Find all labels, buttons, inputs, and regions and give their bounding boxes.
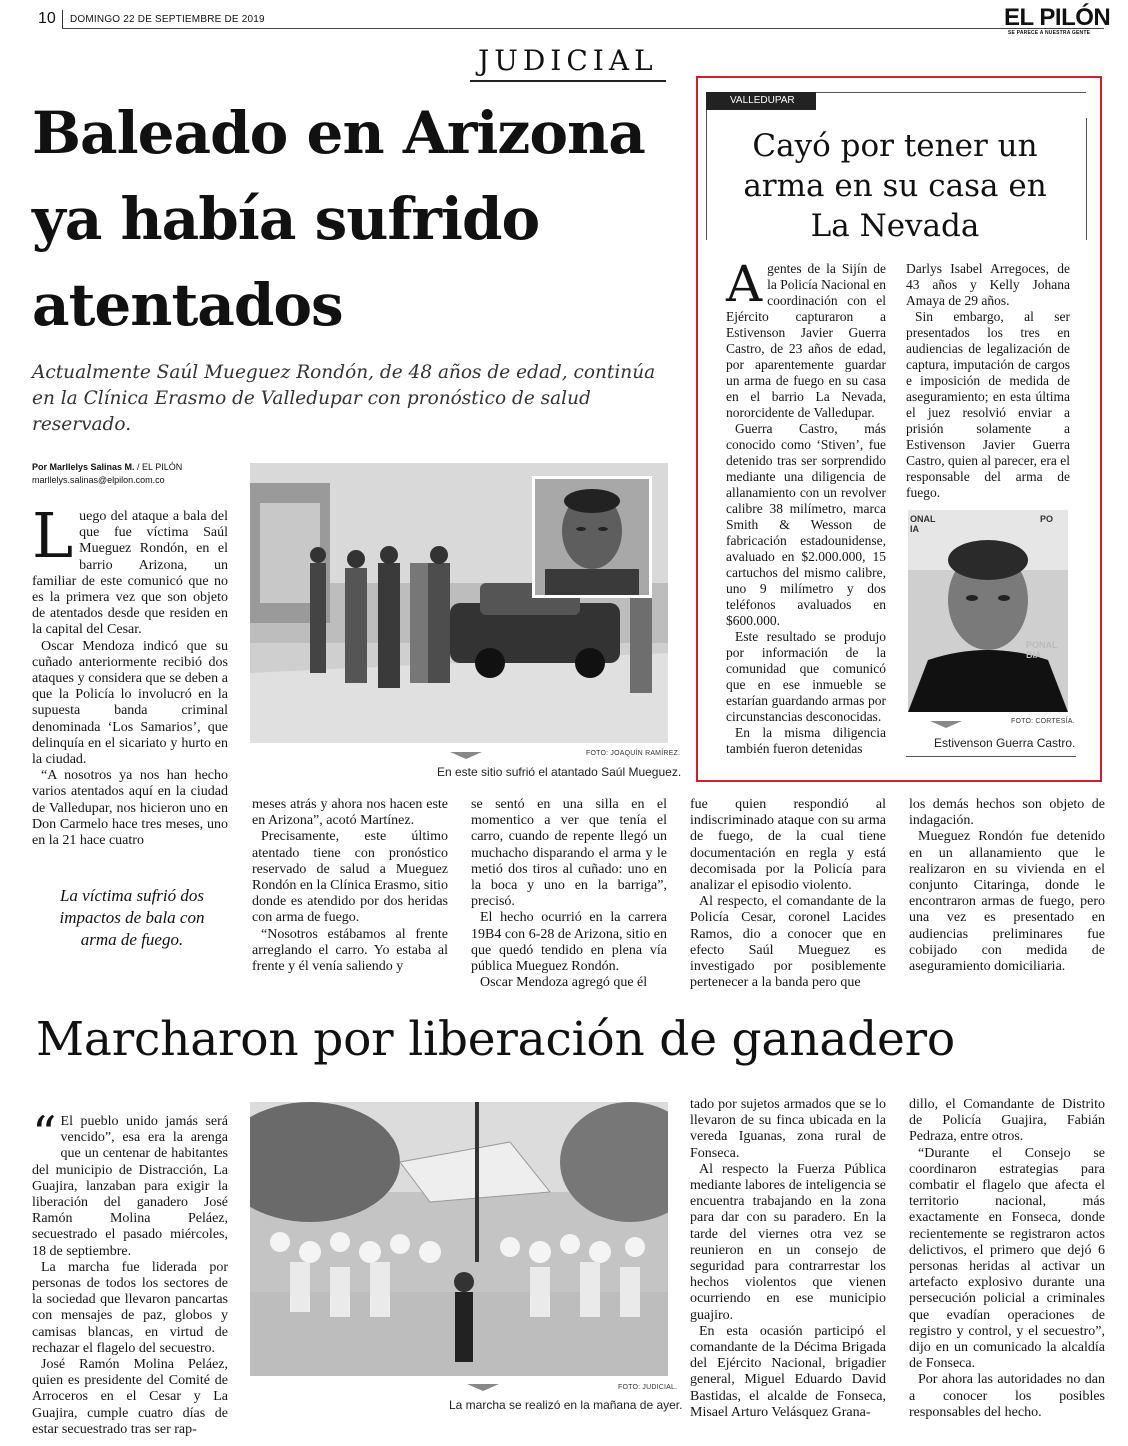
second-photo-credit: FOTO: JUDICIAL. [618, 1384, 678, 1391]
second-column-1 [32, 1106, 228, 1438]
paragraph: Oscar Mendoza indicó que su cuñado anteriormente recibió dos ataques y considera que se deben a que la Policía lo involucró en la supuesta banda criminal denominada ‘Los Samarios’, que delinquía en el sicariato y hurto en la ciudad. [32, 638, 228, 768]
paragraph: Darlys Isabel Arregoces, de 43 años y Kelly Johana Amaya de 29 años. [906, 261, 1070, 308]
sidebar-head-rule-left [706, 110, 707, 240]
photo-caption-marker [467, 1384, 499, 1391]
second-photo-caption: La marcha se realizó en la mañana de ayer. [449, 1398, 683, 1412]
photo-backdrop-text-bottom: PONAL BIA [1026, 640, 1058, 660]
byline-email[interactable]: marllelys.salinas@elpilon.com.co [32, 475, 165, 485]
paragraph: Por ahora las autoridades no dan a conocer los posibles responsables del hecho. [909, 1372, 1105, 1420]
page-number: 10 [38, 10, 56, 27]
main-headline: Baleado en Arizona ya había sufrido atentados [32, 99, 645, 339]
march-photo [250, 1102, 668, 1376]
paragraph: En esta ocasión participó el comandante de la Décima Brigada del Ejército Nacional, brigadier general, Miguel Eduardo David Bastidas, el alcalde de Fonseca, Misael Arturo Velásquez Grana- [690, 1323, 886, 1420]
sidebar-photo-credit: FOTO: CORTESÍA. [1011, 718, 1075, 725]
section-rule [470, 80, 666, 82]
quote-mark: “ [32, 1106, 57, 1162]
photo-backdrop-text-left: ONAL IA [910, 514, 936, 534]
byline-author: Por Marllelys Salinas M. [32, 462, 135, 472]
main-column-4 [690, 797, 886, 991]
header-divider [62, 10, 63, 28]
sidebar-tag-rule [816, 92, 1086, 93]
paragraph: “Nosotros estábamos al frente arreglando el carro. Yo estaba al frente y él venía saliendo y [252, 926, 448, 975]
main-dropcap: L [32, 499, 74, 572]
paragraph: meses atrás y ahora nos hacen este en Arizona”, acotó Martínez. [252, 797, 448, 829]
paragraph: se sentó en una silla en el momentico a ver que tenía el carro, cuando de repente llegó un muchacho disparando el arma y le metió dos tiros al cuñado: uno en la boca y uno en la barriga”, precisó. [471, 797, 667, 910]
paragraph: dillo, el Comandante de Distrito de Policía Guajira, Fabián Pedraza, entre otros. [909, 1097, 1105, 1145]
paragraph: “A nosotros ya nos han hecho varios atentados aquí en la ciudad de Valledupar, nos hicieron uno en Don Carmelo hace tres meses, uno en la 21 hace cuatro [32, 768, 228, 849]
paragraph: Al respecto, el comandante de la Policía Cesar, coronel Lacides Ramos, dio a conocer que en efecto Saúl Mueguez es investigado por posiblemente pertenecer a la banda pero que [690, 894, 886, 991]
sidebar-headline: Cayó por tener un arma en su casa en La Nevada [743, 128, 1047, 244]
photo-caption: En este sitio sufrió el atantado Saúl Mueguez. [437, 765, 682, 779]
arrested-man-photo [908, 510, 1068, 712]
byline [32, 462, 182, 472]
sidebar-column-1 [726, 255, 886, 757]
victim-portrait-inset [532, 476, 652, 598]
sidebar-column-2 [906, 261, 1070, 501]
sidebar-photo-caption: Estivenson Guerra Castro. [934, 736, 1076, 750]
paragraph: tado por sujetos armados que se lo llevaron de su finca ubicada en la vereda Iguanas, zona rural de Fonseca. [690, 1097, 886, 1161]
paragraph: Este resultado se produjo por información de la comunidad que comunicó que en ese inmueble se estarían guardando armas por circunstancias desconocidas. [726, 629, 886, 724]
paragraph: En la misma diligencia también fueron detenidas [726, 725, 886, 756]
sidebar-tag: VALLEDUPAR [706, 92, 816, 110]
paragraph: José Ramón Molina Peláez, quien es presidente del Comité de Arroceros en el Cesar y La Guajira, cumple cuatro días de estar secuestrado tras ser rap- [32, 1357, 228, 1437]
main-column-5 [909, 797, 1105, 975]
byline-outlet: / EL PILÓN [134, 462, 183, 472]
header-date: DOMINGO 22 DE SEPTIEMBRE DE 2019 [70, 14, 265, 25]
paragraph: uego del ataque a bala del que fue víctima Saúl Mueguez Rondón, en el barrio Arizona, un familiar de este comunicó que no es la primera vez que son objeto de atentados desde que residen en la capital del Cesar. [32, 509, 228, 638]
sidebar-head-rule-right [1086, 118, 1087, 240]
paragraph: Guerra Castro, más conocido como ‘Stiven’, fue detenido tras ser sorprendido mediante una diligencia de allanamiento con un revolver calibre 38 milímetro, marca Smith & Wesson de fabricación estadounidense, avaluado en $2.000.000, 15 cartuchos del mismo calibre, uno 9 milímetro y dos teléfonos avaluados en $600.000. [726, 421, 886, 628]
paragraph: los demás hechos son objeto de indagación. [909, 797, 1105, 829]
main-column-2 [252, 797, 448, 975]
sidebar-dropcap: A [726, 255, 763, 313]
masthead-slogan: SE PARECE A NUESTRA GENTE [1008, 30, 1091, 36]
main-column-1 [32, 499, 228, 849]
paragraph: La marcha fue liderada por personas de todos los sectores de la sociedad que llevaron pancartas con mensajes de paz, globos y camisas blancas, en virtud de rechazar el flagelo del secuestro. [32, 1259, 228, 1356]
masthead-logo: EL PILÓN [1004, 4, 1111, 31]
main-column-3 [471, 797, 667, 991]
second-column-3 [909, 1097, 1105, 1421]
paragraph: El pueblo unido jamás será vencido”, esa era la arenga que un centenar de habitantes del municipio de Distracción, La Guajira, lanzaban para exigir la liberación del ganadero José Ramón Molina Peláez, secuestrado el pasado miércoles, 18 de septiembre. [32, 1114, 228, 1259]
photo-backdrop-text-right: PO [1040, 514, 1054, 524]
paragraph: fue quien respondió al indiscriminado ataque con su arma de fuego, de la cual tiene documentación en regla y está decomisada por la Policía para analizar el episodio violento. [690, 797, 886, 894]
section-title: JUDICIAL [478, 44, 658, 77]
paragraph: Mueguez Rondón fue detenido en un allanamiento que le realizaron en su vivienda en el conjunto Citaringa, donde le encontraron armas de fuego, pero una vez es presentado en audiencias preliminares fue cobijado con medida de aseguramiento domiciliaria. [909, 829, 1105, 975]
header-rule [62, 28, 1104, 29]
sidebar-caption-rule [906, 756, 1076, 757]
paragraph: Precisamente, este último atentado tiene con pronóstico reservado de salud a Mueguez Rondón en la Clínica Erasmo, sitio donde es atendido por dos heridas con arma de fuego. [252, 829, 448, 926]
photo-caption-marker [930, 721, 962, 728]
second-column-2 [690, 1097, 886, 1421]
pull-quote: La víctima sufrió dos impactos de bala con arma de fuego. [59, 886, 205, 949]
paragraph: “Durante el Consejo se coordinaron estrategias para combatir el flagelo que afecta el territorio nacional, más exactamente en Fonseca, donde recientemente se registraron actos delictivos, el primero que dejó 6 personas heridas al activar un artefacto explosivo durante una persecución policial a criminales que evadían operaciones de registro y control, y el secuestro”, dijo en un comunicado la alcaldía de Fonseca. [909, 1145, 1105, 1372]
photo-credit: FOTO: JOAQUÍN RAMÍREZ. [586, 750, 681, 757]
paragraph: Al respecto la Fuerza Pública mediante labores de inteligencia se encuentra trabajando en la zona para dar con su paradero. En la tarde del viernes otra vez se reunieron en un consejo de seguridad para contrarrestar los hechos violentos que vienen ocurriendo en ese municipio guajiro. [690, 1161, 886, 1323]
main-subhead: Actualmente Saúl Mueguez Rondón, de 48 años de edad, continúa en la Clínica Erasmo de Valledupar con pronóstico de salud reservado. [32, 362, 656, 435]
paragraph: gentes de la Sijín de la Policía Nacional en coordinación con el Ejército capturaron a Estivenson Javier Guerra Castro, de 23 años de edad, por aparentemente guardar un arma de fuego en su casa en el barrio La Nevada, nororcidente de Valledupar. [726, 261, 886, 420]
second-headline: Marcharon por liberación de ganadero [36, 1012, 956, 1067]
paragraph: Sin embargo, al ser presentados los tres en audiencias de legalización de captura, imputación de cargos e imposición de medida de aseguramiento; en esta última el juez resolvió enviar a prisión solamente a Estivenson Javier Guerra Castro, quien al parecer, era el responsable del arma de fuego. [906, 309, 1070, 500]
paragraph: El hecho ocurrió en la carrera 19B4 con 6-28 de Arizona, sitio en que quedó tendido en plena vía pública Mueguez Rondón. [471, 910, 667, 975]
photo-caption-marker [450, 752, 482, 759]
paragraph: Oscar Mendoza agregó que él [480, 975, 648, 991]
